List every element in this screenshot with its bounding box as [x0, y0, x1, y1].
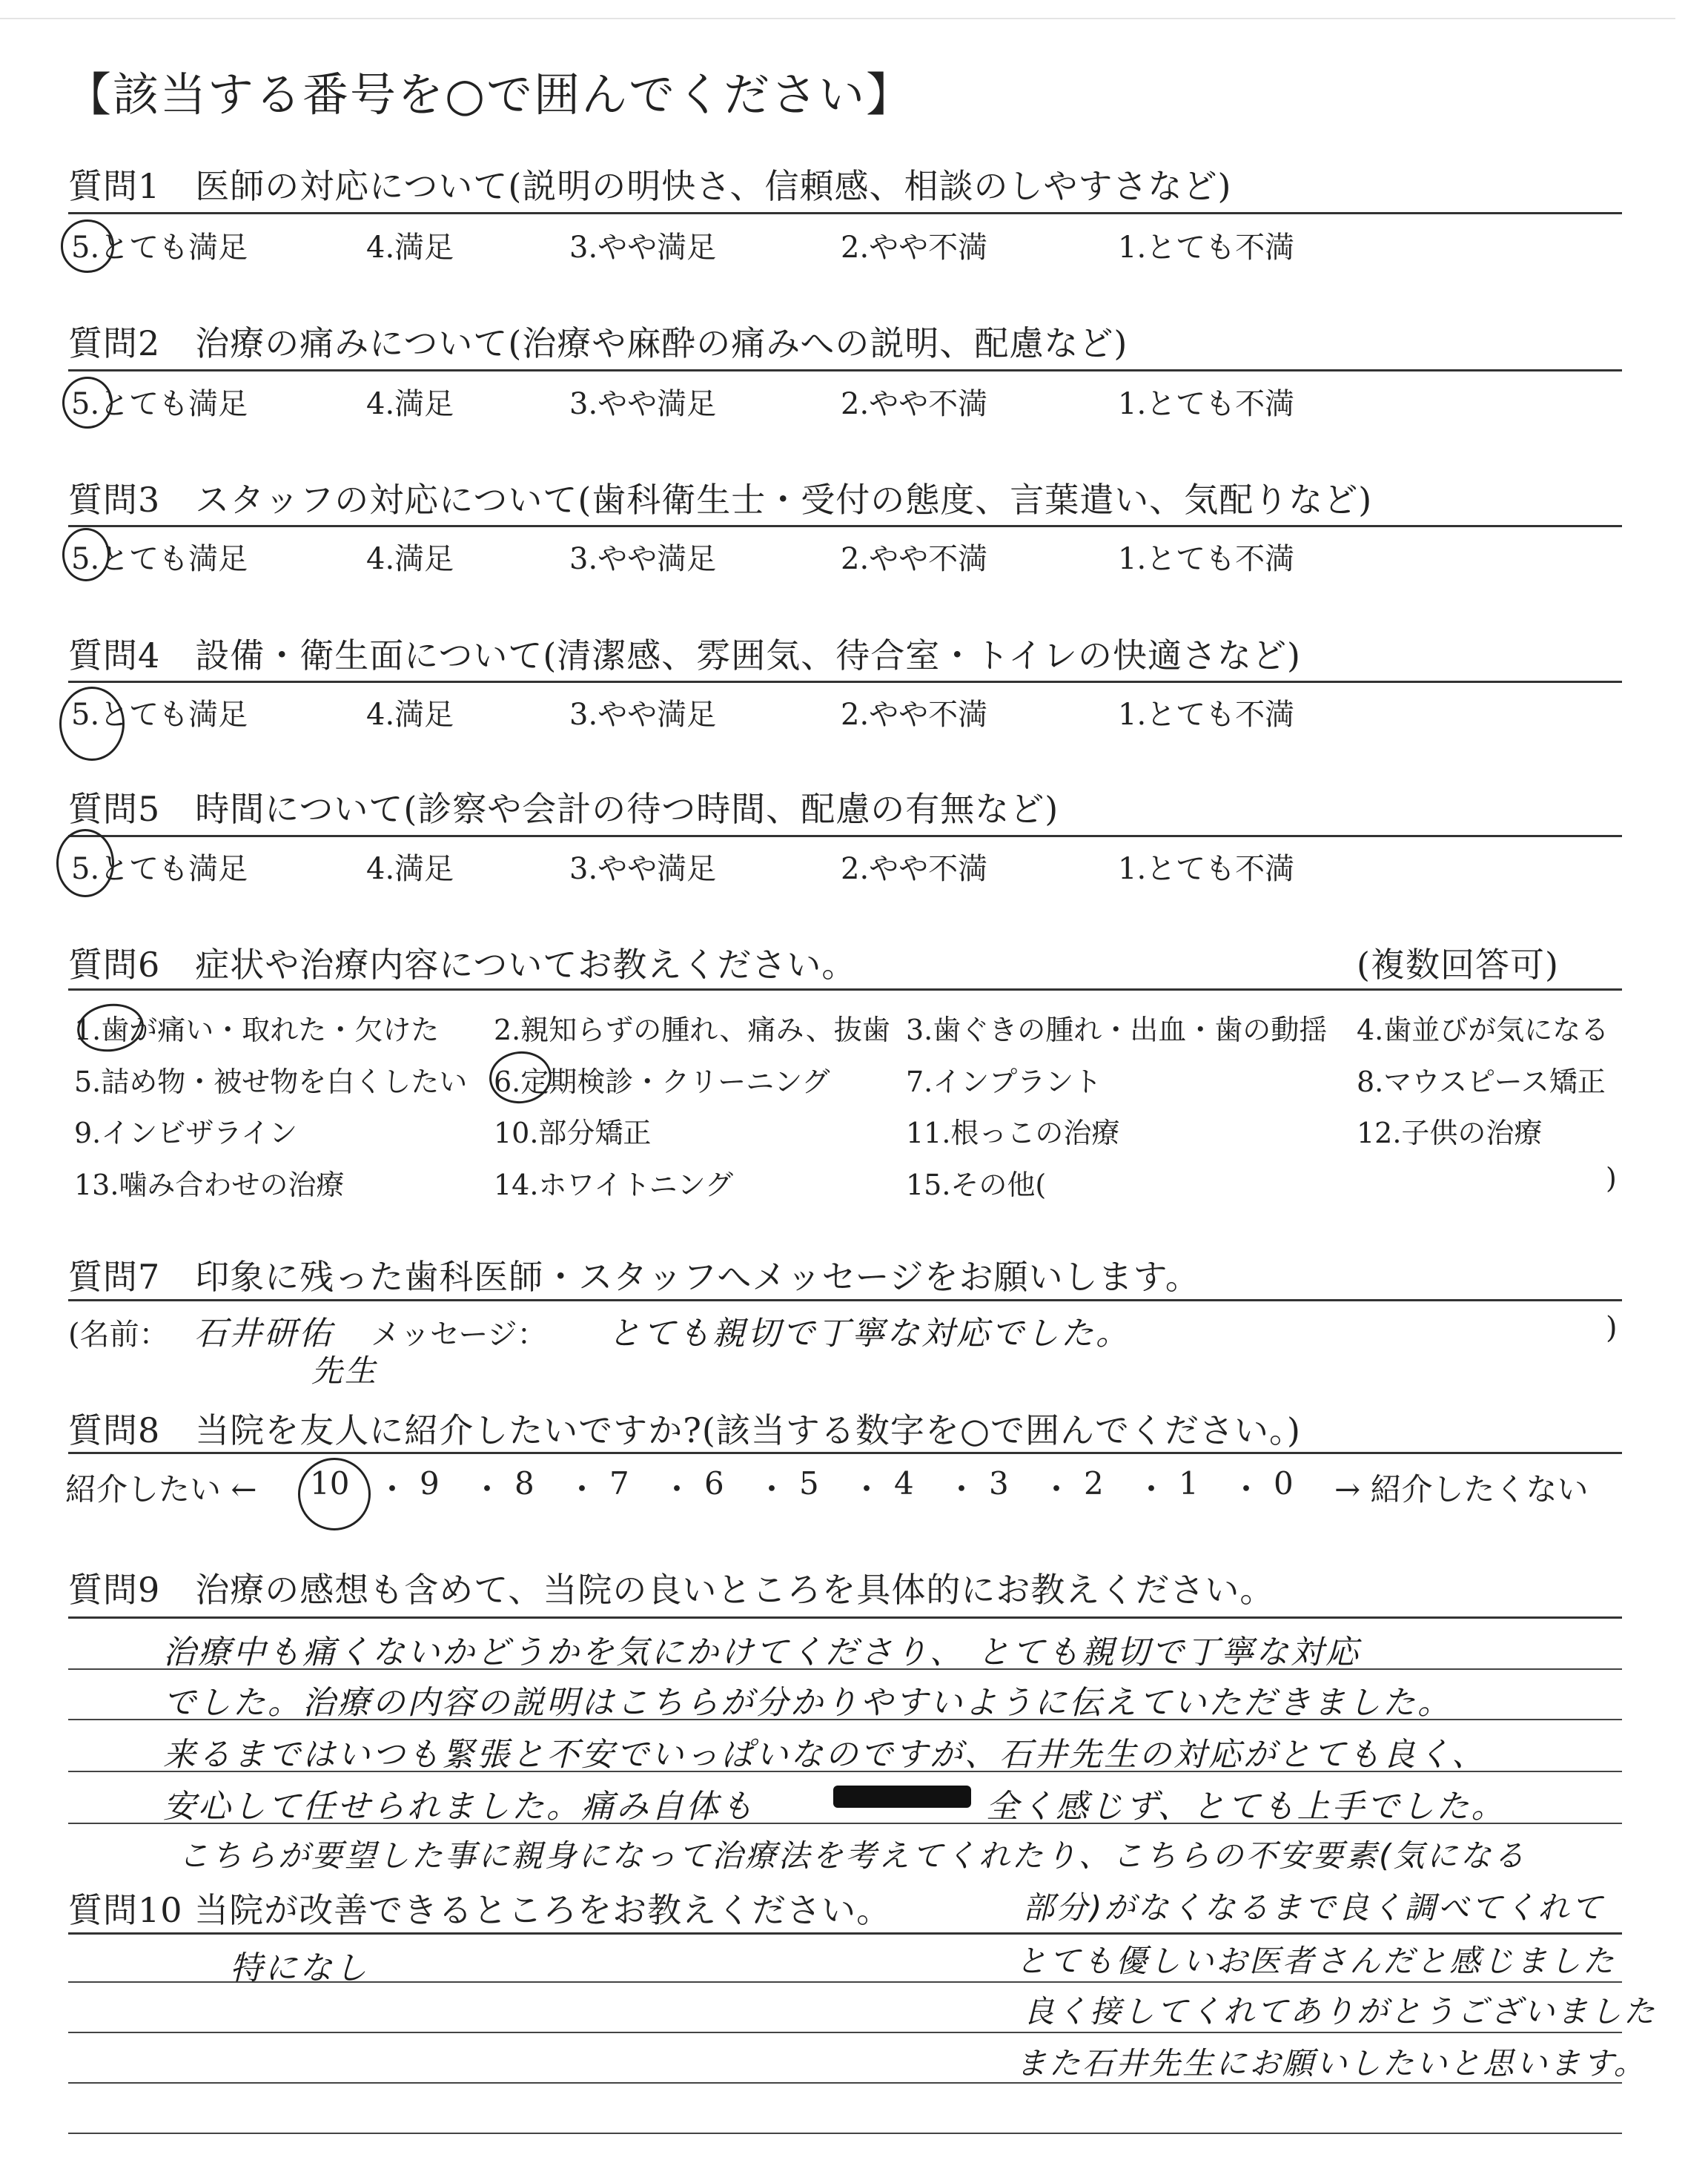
q5-option-4[interactable]: 4.満足: [366, 852, 454, 886]
q3-option-1[interactable]: 1.とても不満: [1118, 542, 1295, 576]
q6-option-13[interactable]: 13.噛み合わせの治療: [74, 1169, 345, 1201]
q2-title: 質問2 治療の痛みについて(治療や麻酔の痛みへの説明、配慮など): [68, 323, 1128, 363]
q2-option-4[interactable]: 4.満足: [366, 387, 454, 421]
q10-rule-4: [68, 2133, 1622, 2134]
q9-title: 質問9 治療の感想も含めて、当院の良いところを具体的にお教えください。: [68, 1570, 1275, 1610]
q7-name-label: (名前：: [68, 1318, 169, 1352]
q3-option-4[interactable]: 4.満足: [366, 542, 454, 576]
q8-number-3[interactable]: 3: [989, 1465, 1009, 1502]
q8-separator: ・: [471, 1471, 503, 1507]
q5-title: 質問5 時間について(診察や会計の待つ時間、配慮の有無など): [68, 789, 1059, 829]
form-heading: 【該当する番号を○で囲んでください】: [65, 67, 914, 122]
q3-selection-circle: [62, 528, 110, 581]
q8-rule: [68, 1452, 1622, 1454]
q8-number-9[interactable]: 9: [420, 1465, 440, 1502]
q5-rule: [68, 835, 1622, 837]
q8-separator: ・: [756, 1471, 788, 1507]
q9-answer-line-1: 治療中も痛くないかどうかを気にかけてくださり、 とても親切で丁寧な対応: [163, 1634, 1360, 1671]
q3-option-3[interactable]: 3.やや満足: [569, 542, 717, 576]
q10-title: 質問10 当院が改善できるところをお教えください。: [68, 1890, 892, 1930]
q6-option-15-close: ): [1606, 1162, 1617, 1195]
q8-separator: ・: [377, 1471, 408, 1507]
q8-left-label: 紹介したい ←: [65, 1471, 257, 1507]
q1-selection-circle: [61, 219, 114, 273]
q1-option-3[interactable]: 3.やや満足: [569, 231, 717, 265]
q8-separator: ・: [1136, 1471, 1168, 1507]
q6-option-9[interactable]: 9.インビザライン: [74, 1117, 298, 1149]
q6-option-10[interactable]: 10.部分矯正: [494, 1117, 652, 1149]
q2-option-2[interactable]: 2.やや不満: [841, 387, 988, 421]
q7-message-label: メッセージ：: [371, 1318, 547, 1352]
q5-selection-circle: [56, 829, 114, 897]
q7-message-value[interactable]: とても親切で丁寧な対応でした。: [608, 1315, 1131, 1353]
q1-option-5[interactable]: 5.とても満足: [71, 231, 248, 265]
q6-note: (複数回答可): [1357, 945, 1559, 985]
q8-number-1[interactable]: 1: [1179, 1465, 1199, 1502]
q8-separator: ・: [661, 1471, 693, 1507]
q4-selection-circle: [59, 687, 125, 761]
q9-answer-line-5: こちらが要望した事に親身になって治療法を考えてくれたり、こちらの不安要素(気になる: [178, 1837, 1527, 1874]
q5-option-5[interactable]: 5.とても満足: [71, 852, 248, 886]
q8-separator: ・: [851, 1471, 883, 1507]
q9-answer-line-7: とても優しいお医者さんだと感じました: [1016, 1943, 1617, 1979]
q3-rule: [68, 525, 1622, 527]
q2-option-5[interactable]: 5.とても満足: [71, 387, 248, 421]
q8-selection-circle: [298, 1458, 371, 1530]
q8-number-10[interactable]: 10: [310, 1465, 350, 1502]
q9-answer-line-2: でした。治療の内容の説明はこちらが分かりやすいように伝えていただきました。: [163, 1684, 1452, 1722]
q4-option-4[interactable]: 4.満足: [366, 698, 454, 732]
q8-number-6[interactable]: 6: [704, 1465, 724, 1502]
q9-rule-0: [68, 1616, 1622, 1619]
q6-option-6[interactable]: 6.定期検診・クリーニング: [494, 1066, 830, 1098]
q1-rule: [68, 212, 1622, 214]
q8-number-8[interactable]: 8: [514, 1465, 534, 1502]
q8-number-5[interactable]: 5: [799, 1465, 819, 1502]
q7-name-value[interactable]: 石井研佑: [194, 1315, 334, 1353]
q6-option-2[interactable]: 2.親知らずの腫れ、痛み、抜歯: [494, 1014, 890, 1046]
q5-option-2[interactable]: 2.やや不満: [841, 852, 988, 886]
q9-answer-line-4a: 安心して任せられました。痛み自体も: [163, 1788, 755, 1826]
q10-rule-2: [68, 2032, 1622, 2033]
q10-rule-0: [68, 1932, 1622, 1935]
redaction-mark: [833, 1786, 971, 1808]
q8-title: 質問8 当院を友人に紹介したいですか?(該当する数字を○で囲んでください。): [68, 1410, 1301, 1450]
q6-option-15[interactable]: 15.その他(: [906, 1169, 1047, 1201]
q6-option-5[interactable]: 5.詰め物・被せ物を白くしたい: [74, 1066, 468, 1098]
q9-answer-line-3: 来るまではいつも緊張と不安でいっぱいなのですが、石井先生の対応がとても良く、: [163, 1736, 1487, 1774]
q6-option-14[interactable]: 14.ホワイトニング: [494, 1169, 734, 1201]
q6-option-3[interactable]: 3.歯ぐきの腫れ・出血・歯の動揺: [906, 1014, 1328, 1046]
q3-title: 質問3 スタッフの対応について(歯科衛生士・受付の態度、言葉遣い、気配りなど): [68, 480, 1373, 520]
q4-title: 質問4 設備・衛生面について(清潔感、雰囲気、待合室・トイレの快適さなど): [68, 635, 1301, 676]
q3-option-5[interactable]: 5.とても満足: [71, 542, 248, 576]
q6-option-7[interactable]: 7.インプラント: [906, 1066, 1102, 1098]
q2-rule: [68, 369, 1622, 371]
q9-answer-line-6: 部分)がなくなるまで良く調べてくれて: [1023, 1889, 1605, 1926]
q9-answer-line-4b: 全く感じず、とても上手でした。: [986, 1788, 1506, 1826]
q4-rule: [68, 681, 1622, 683]
q1-option-4[interactable]: 4.満足: [366, 231, 454, 265]
q1-title: 質問1 医師の対応について(説明の明快さ、信頼感、相談のしやすさなど): [68, 166, 1232, 206]
q7-title: 質問7 印象に残った歯科医師・スタッフへメッセージをお願いします。: [68, 1257, 1200, 1297]
q9-answer-line-8: 良く接してくれてありがとうございました: [1023, 1993, 1658, 2029]
q6-option-1[interactable]: 1.歯が痛い・取れた・欠けた: [74, 1014, 440, 1046]
page-top-edge: [0, 18, 1675, 19]
q6-title: 質問6 症状や治療内容についてお教えください。: [68, 945, 857, 985]
q8-number-2[interactable]: 2: [1084, 1465, 1104, 1502]
q2-option-3[interactable]: 3.やや満足: [569, 387, 717, 421]
q3-option-2[interactable]: 2.やや不満: [841, 542, 988, 576]
q10-answer[interactable]: 特になし: [230, 1949, 369, 1987]
q1-option-2[interactable]: 2.やや不満: [841, 231, 988, 265]
q4-option-3[interactable]: 3.やや満足: [569, 698, 717, 732]
q7-rule: [68, 1299, 1622, 1301]
q4-option-2[interactable]: 2.やや不満: [841, 698, 988, 732]
q6-option-8[interactable]: 8.マウスピース矯正: [1357, 1066, 1606, 1098]
q8-separator: ・: [1231, 1471, 1262, 1507]
q8-number-7[interactable]: 7: [609, 1465, 629, 1502]
q5-option-3[interactable]: 3.やや満足: [569, 852, 717, 886]
q5-option-1[interactable]: 1.とても不満: [1118, 852, 1295, 886]
q8-separator: ・: [946, 1471, 978, 1507]
q8-number-0[interactable]: 0: [1274, 1465, 1294, 1502]
q6-option-11[interactable]: 11.根っこの治療: [906, 1117, 1120, 1149]
q4-option-5[interactable]: 5.とても満足: [71, 698, 248, 732]
q1-option-1[interactable]: 1.とても不満: [1118, 231, 1295, 265]
q2-option-1[interactable]: 1.とても不満: [1118, 387, 1295, 421]
q7-name-suffix: 先生: [311, 1353, 379, 1389]
q9-answer-line-9: また石井先生にお願いしたいと思います。: [1016, 2045, 1647, 2081]
q4-option-1[interactable]: 1.とても不満: [1118, 698, 1295, 732]
q8-separator: ・: [1041, 1471, 1073, 1507]
q8-separator: ・: [566, 1471, 598, 1507]
q7-close-paren: ): [1606, 1311, 1618, 1345]
q8-number-4[interactable]: 4: [894, 1465, 914, 1502]
q6-option-12[interactable]: 12.子供の治療: [1357, 1117, 1543, 1149]
q2-selection-circle: [62, 377, 113, 429]
q6-option-4[interactable]: 4.歯並びが気になる: [1357, 1014, 1609, 1046]
q8-right-label: → 紹介したくない: [1334, 1471, 1589, 1507]
q6-rule: [68, 988, 1622, 991]
